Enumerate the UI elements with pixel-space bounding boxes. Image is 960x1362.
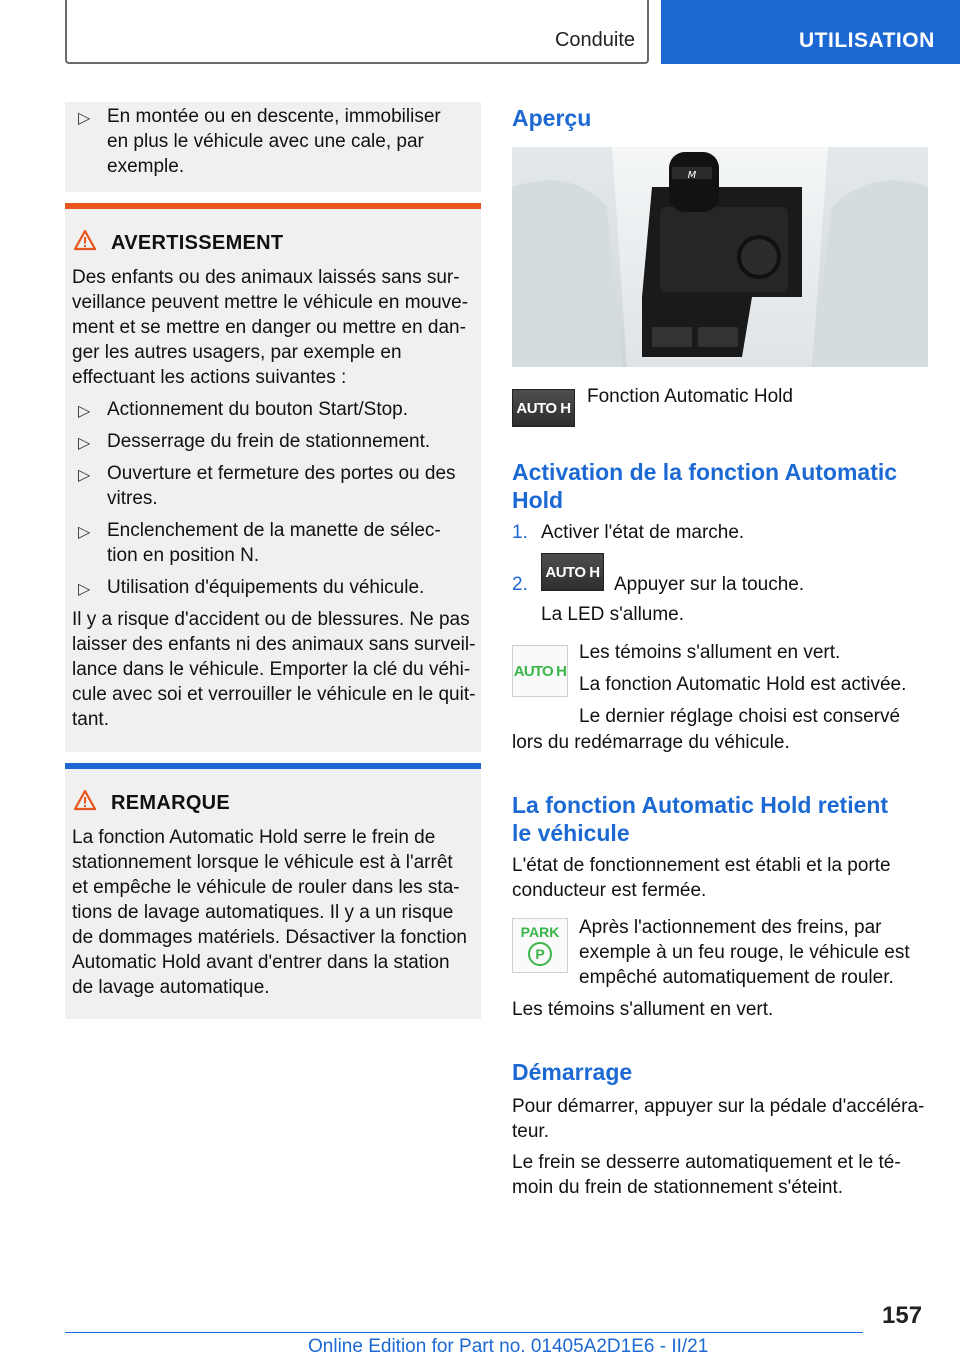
warning-item: Ouverture et fermeture des portes ou des vitres. — [107, 463, 456, 509]
apercu-caption: Fonction Automatic Hold — [587, 386, 793, 407]
page-number: 157 — [882, 1302, 923, 1329]
header-chapter-tab — [65, 0, 649, 64]
warning-item: Desserrage du frein de stationnement. — [107, 431, 431, 452]
bullet-marker: ▷ — [78, 435, 91, 452]
indicator-text: Les témoins s'allument en vert. La fonction Automatic Hold est activée. Le dernier réglage choisi est conservé — [579, 642, 907, 727]
heading-retient: La fonction Automatic Hold retient le véhicule — [512, 792, 889, 846]
auto-h-indicator-label: AUTO H — [513, 662, 567, 680]
park-text: Après l'actionnement des freins, par exemple à un feu rouge, le véhicule est empêché automatiquement de rouler. — [579, 917, 910, 988]
chapter-title: Conduite — [554, 29, 635, 51]
demarrage-p1: Pour démarrer, appuyer sur la pédale d'accéléra- teur. — [512, 1096, 925, 1142]
park-circle-icon — [528, 942, 552, 966]
svg-text:M: M — [687, 170, 697, 181]
warning-title: AVERTISSEMENT — [111, 232, 284, 254]
park-indicator-image — [512, 918, 568, 973]
top-note-text: En montée ou en descente, immobiliser en plus le véhicule avec une cale, par exemple. — [107, 106, 441, 177]
note-box — [65, 769, 481, 1019]
bullet-marker: ▷ — [78, 403, 91, 420]
warning-box — [65, 209, 481, 752]
retient-text: L'état de fonctionnement est établi et la porte conducteur est fermée. — [512, 855, 891, 901]
step-2-text: Appuyer sur la touche. — [614, 574, 805, 595]
bullet-marker: ▷ — [78, 467, 91, 484]
note-text: La fonction Automatic Hold serre le frein de stationnement lorsque le véhicule est à l'arrêt et empêche le véhicule de rouler dans les sta- tions de lavage automatiques. Il y a un risque de dommages matériels. Désactiver la fonction Automatic Hold avant d'entrer dans la station de lavage automatique. — [72, 827, 467, 998]
note-title: REMARQUE — [111, 792, 231, 814]
led-text: La LED s'allume. — [541, 604, 685, 625]
warning-item: Enclenchement de la manette de sélec- tion en position N. — [107, 520, 441, 566]
park-symbol: P — [535, 946, 545, 962]
section-title: UTILISATION — [799, 29, 935, 52]
auto-h-indicator-image — [512, 645, 568, 697]
demarrage-p2: Le frein se desserre automatiquement et le té- moin du frein de stationnement s'éteint. — [512, 1152, 901, 1198]
step-number: 2. — [512, 574, 528, 595]
auto-h-button-image: AUTO H — [541, 553, 604, 591]
warning-outro: Il y a risque d'accident ou de blessures. Ne pas laisser des enfants ni des animaux sans surveil- lance dans le véhicule. Emporter la clé du véhi- cule avec soi et verrouiller le véhicule en le quit- tant. — [72, 609, 476, 730]
header-section-tab — [661, 0, 960, 64]
park-indicator-label: PARK — [520, 924, 560, 940]
step-1-text: Activer l'état de marche. — [541, 522, 745, 543]
warning-triangle-icon — [73, 229, 97, 251]
auto-h-button-image: AUTO H — [512, 389, 575, 427]
bullet-marker: ▷ — [78, 524, 91, 541]
bullet-marker: ▷ — [78, 581, 91, 598]
step-number: 1. — [512, 522, 528, 543]
heading-apercu: Aperçu — [512, 105, 592, 131]
warning-intro: Des enfants ou des animaux laissés sans sur- veillance peuvent mettre le véhicule en mouve- ment et se mettre en danger ou mettre en dan- ger les autres usagers, par exemple en effectuant les actions suivantes : — [72, 267, 469, 388]
heading-demarrage: Démarrage — [512, 1059, 633, 1085]
park-tail: Les témoins s'allument en vert. — [512, 999, 774, 1020]
warning-item: Actionnement du bouton Start/Stop. — [107, 399, 409, 420]
warning-triangle-icon — [73, 789, 97, 811]
indicator-tail: lors du redémarrage du véhicule. — [512, 732, 790, 753]
footer-edition: Online Edition for Part no. 01405A2D1E6 - II/21 — [308, 1336, 709, 1357]
bullet-marker: ▷ — [78, 110, 91, 127]
footer-rule — [65, 1332, 863, 1333]
center-console-photo — [512, 147, 928, 367]
top-note-box — [65, 102, 481, 192]
warning-item: Utilisation d'équipements du véhicule. — [107, 577, 425, 598]
heading-activation: Activation de la fonction Automatic Hold — [512, 459, 898, 513]
